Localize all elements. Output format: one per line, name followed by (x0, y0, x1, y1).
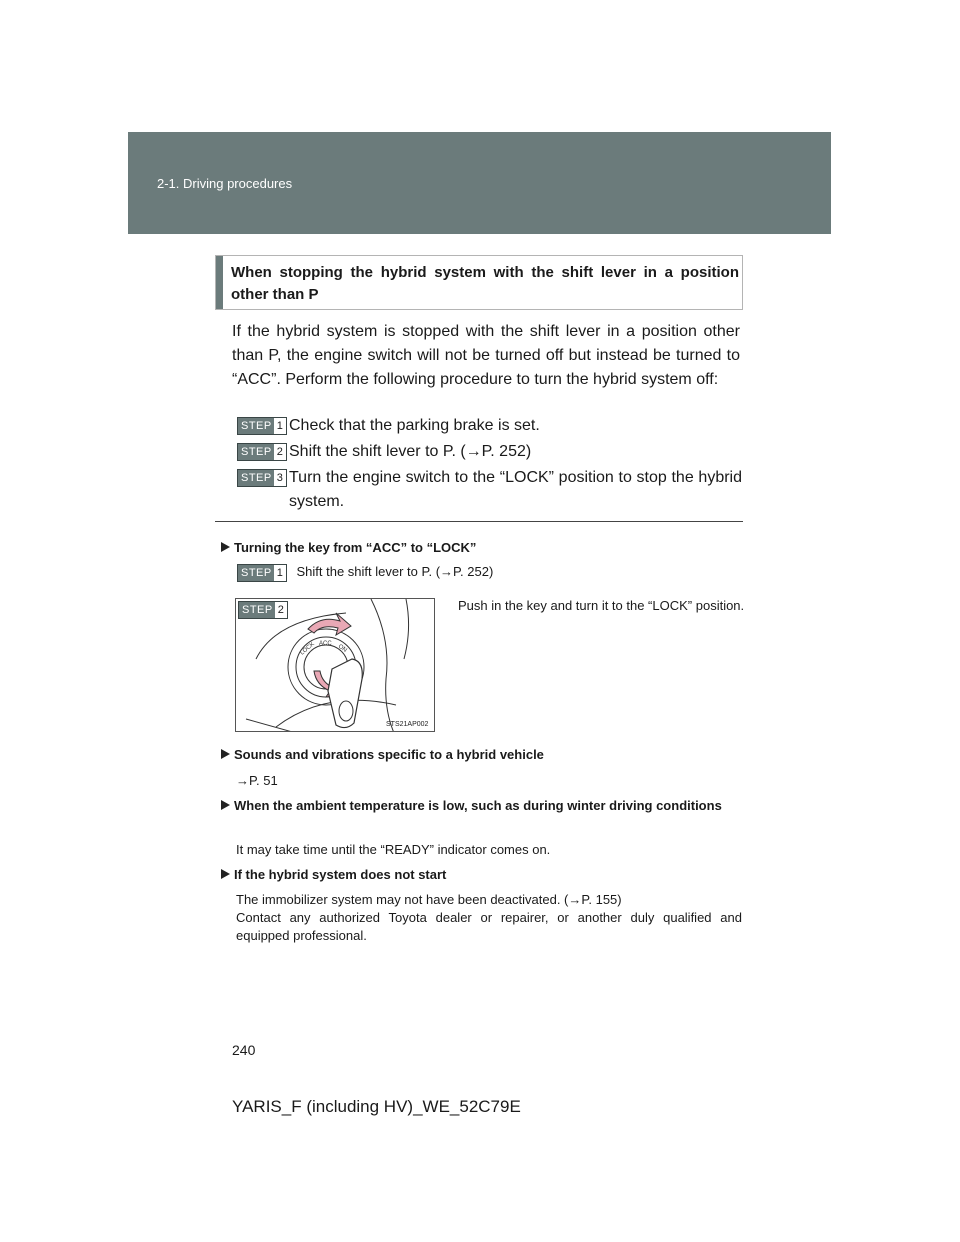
step-1 (237, 414, 742, 438)
note-heading-ambient: When the ambient temperature is low, such as during winter driving conditions (221, 797, 741, 815)
note-heading-nostart: If the hybrid system does not start (221, 866, 446, 884)
step-badge: STEP 2 (238, 601, 288, 619)
triangle-bullet-icon (221, 800, 230, 810)
note-sounds-ref: →P. 51 (236, 773, 278, 788)
svg-text:ACC: ACC (319, 641, 332, 647)
note-step-1 (237, 563, 493, 582)
callout-title: When stopping the hybrid system with the shift lever in a position other than P (231, 264, 739, 303)
document-code: YARIS_F (including HV)_WE_52C79E (232, 1097, 521, 1116)
triangle-bullet-icon (221, 749, 230, 759)
note-heading-key-turn: Turning the key from “ACC” to “LOCK” (221, 539, 476, 557)
note-nostart-line2: Contact any authorized Toyota dealer or repairer, or another duly qualified and equipped professional. (236, 910, 742, 943)
step-2 (237, 440, 742, 464)
svg-text:LOCK: LOCK (299, 641, 316, 657)
triangle-bullet-icon (221, 869, 230, 879)
step-text: Shift the shift lever to P. (→P. 252) (296, 564, 494, 579)
ignition-key-icon (236, 599, 435, 732)
step-text: Shift the shift lever to P. (→P. 252) (289, 443, 532, 460)
divider (215, 521, 743, 522)
note-ambient-text: It may take time until the “READY” indicator comes on. (236, 842, 551, 857)
note-step-2-text: Push in the key and turn it to the “LOCK” position. (458, 598, 745, 613)
key-switch-illustration (235, 598, 435, 732)
triangle-bullet-icon (221, 542, 230, 552)
image-code: STS21AP002 (386, 721, 429, 728)
callout-accent-bar (216, 256, 223, 309)
step-3 (237, 466, 742, 510)
page-number: 240 (232, 1042, 256, 1058)
step-badge: STEP 1 (237, 564, 287, 582)
step-badge: STEP 2 (237, 443, 287, 461)
intro-paragraph: If the hybrid system is stopped with the shift lever in a position other than P, the engine switch will not be turned off but instead be turned to “ACC”. Perform the following procedure to turn the hybrid system off: (232, 323, 740, 388)
step-badge: STEP 1 (237, 417, 287, 435)
svg-text:ON: ON (336, 643, 348, 654)
step-badge: STEP 3 (237, 469, 287, 487)
step-text: Check that the parking brake is set. (289, 417, 540, 434)
callout-box (215, 255, 743, 310)
section-title: 2-1. Driving procedures (157, 176, 293, 191)
note-nostart-line1: The immobilizer system may not have been deactivated. (→P. 155) (236, 892, 622, 907)
note-heading-sounds: Sounds and vibrations specific to a hybrid vehicle (221, 746, 544, 764)
step-text: Turn the engine switch to the “LOCK” position to stop the hybrid system. (289, 469, 742, 510)
